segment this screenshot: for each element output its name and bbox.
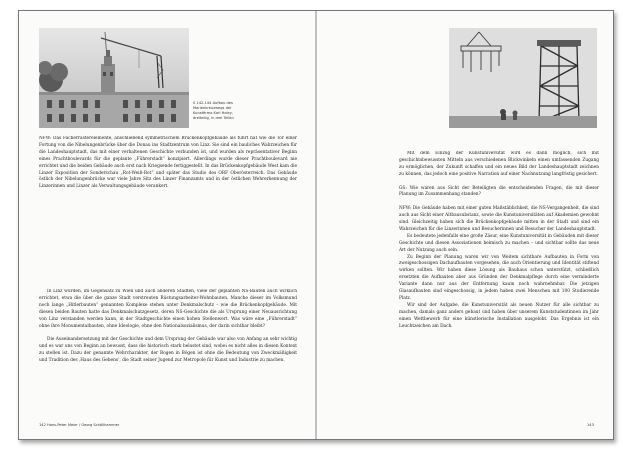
left-column-b xyxy=(39,289,297,421)
photo-image xyxy=(449,28,597,128)
question-paragraph: GS: Wie waren aus Sicht der Beteiligten die entscheidenden Fragen, die mit dieser Planung im Zusammenhang standen? xyxy=(399,185,599,198)
paragraph: NFW: Das Fächerrasterelemente, anschließend symmetrischem Brückenkopfgebäude als führt hat wie die Tor einer Fortung von die Nibelungenbrücke über die Donau ins Stadtzentrum von Linz. Sie sind ein bauliches Wahrzeichen für die Landeshauptstadt, das mit einer verhaltenen Geschichte verbunden ist, und wurden als repräsentativer Beginn eines Prachtboulevards für die geplante „Führerstadt“ konzipiert. Allerdings wurde dieser Prachtboulevard nie errichtet und die beiden Gebäude auch erst nach Kriegsende fertiggestellt. In das Brückenkopfgebäude West kam die Linzer Exposition der Sonderschau „Rot-Weiß-Rot“ und später das Studio des ORF Oberösterreich. Das Gebäude östlich der Nibelungenbrücke war viele Jahre Sitz des Linzer Finanzamts und in der östlichen Wehrerkennung der Linzerinnen und Linzer als Verwaltungsgebäude verankert. xyxy=(39,136,297,190)
left-column-a xyxy=(39,136,297,282)
photo-image xyxy=(39,28,189,128)
paragraph: Die Auseinandersetzung mit der Geschichte und dem Ursprung der Gebäude war also von Anfang an sehr wichtig und es war uns von Beginn an bewusst, dass die historisch stark belastet sind, wobei es nicht alles in diesen Kontext zu stellen ist. Dazu der genannte Wehrcharakter, der Bogen in Bögen ist ohne die Bedeutung von Zweckmäßigkeit und Tradition des ‚Haus des Gebens‘, die Stadt seiner Jugend zur Metropole für Kunst und Industrie zu machen. xyxy=(39,337,297,364)
paragraph: In Linz wurden, im Gegensatz zu Wien und auch anderen Städten, viele der geplanten NS-Bauten auch wirklich errichtet, etwa die über die ganze Stadt verstreuten Rüstungsarbeiter-Wohnbauten. Manche dieser im Volksmund noch lange „Hitlerbauten“ genannten Komplexe stehen unter Denkmalschutz – wie die Brückenkopfgebäude. Mit diesen beiden Bauten hatte das Denkmalschutzgesetz, deren NS-Geschichte die als Ursprung einer Neuausrichtung von Linz verstanden werden kann, in der Stadtgeschichte einen hohen Stellenwert. Was wäre eine „Führerstadt“ ohne ihre Monumentalbauten, ohne Ideologie, ohne den Nationalsozialismus, der darin sichtbar bleibt? xyxy=(39,289,297,329)
left-folio: 142 Hans-Peter Meier / Georg Schöllhammer xyxy=(39,423,120,427)
paragraph: Zu Beginn der Planung waren wir von Weitem sichtbare Aufbauten in Form von zweigeschossigen Dachaufbauten vorgesehen, die auch Orientierung und Identität stiftend wirken sollten. Wir haben diese Lösung als Bauhaus schon unterstützt, schließlich ersetzten die Aufbauten aber aus Gründen der Denkmalpflege durch eine verminderte Variante dann nur aus der Entfernung kaum noch wahrnehmbar. Die jetzigen Glasaufbauten sind eingeschossig, in jedem haben zwei Menschen mit 100 Studierende Platz. xyxy=(399,254,599,301)
photo-steel-scaffold xyxy=(449,28,597,128)
right-folio: 143 xyxy=(587,423,594,427)
photo-caption: S 142-144 Aufbau des Marienkreuzwegs der Kunstfirma Karl Holey, dreiteilig, in drei Teilen xyxy=(193,101,234,120)
paragraph: Wir sind der Aufgabe, die Kunstuniversität als neuen Nutzer für alle sichtbar zu machen, damals ganz anders gebaut und haben über unserem Kunststudentinnen im Jahr einen Wettbewerb für eine künstlerische Installation ausgelobt. Das Ergebnis ist ein Leuchtzeichen am Dach. xyxy=(399,302,599,329)
paragraph: Es bedeutete jedenfalls eine große Zäsur, eine Kunstuniversität in Gebäuden mit dieser Geschichte und diesen Assoziationen heimisch zu machen – und sichtbar sollte das neue Art der Nutzung auch sein. xyxy=(399,233,599,253)
photo-construction-crane xyxy=(39,28,189,128)
gutter xyxy=(315,11,317,439)
paragraph: Mit dem Einzug der Kunstuniversität wird es dann möglich, sich mit geschichtsbewussten Mitteln aus verschiedenen Blickwinkeln einen umfassenden Zugang zu ermöglichen, der Zukunft schaffen und ein neues Bild der Landeshauptstadt zeichnen zu können, das jedoch eine positive Narration auf einer Nachnutzung langfristig gesichert. xyxy=(399,151,599,177)
right-column xyxy=(399,151,599,421)
book-spread xyxy=(18,10,614,440)
answer-paragraph: NFW: Die Gebäude haben mit einer guten Maßstäblichkeit, die NS-Vergangenheit, die sind auch aus Sicht einer Altbausubstanz, sowie die Kunstuniversitäten auf Akademien gewohnt sind. Gleichzeitig haben sich die Brückenkopfgebäude mitten in der Stadt und sind ein Wahrzeichen für die Linzerinnen und Besucherinnen und Besucher der Landeshauptstadt. xyxy=(399,206,599,232)
